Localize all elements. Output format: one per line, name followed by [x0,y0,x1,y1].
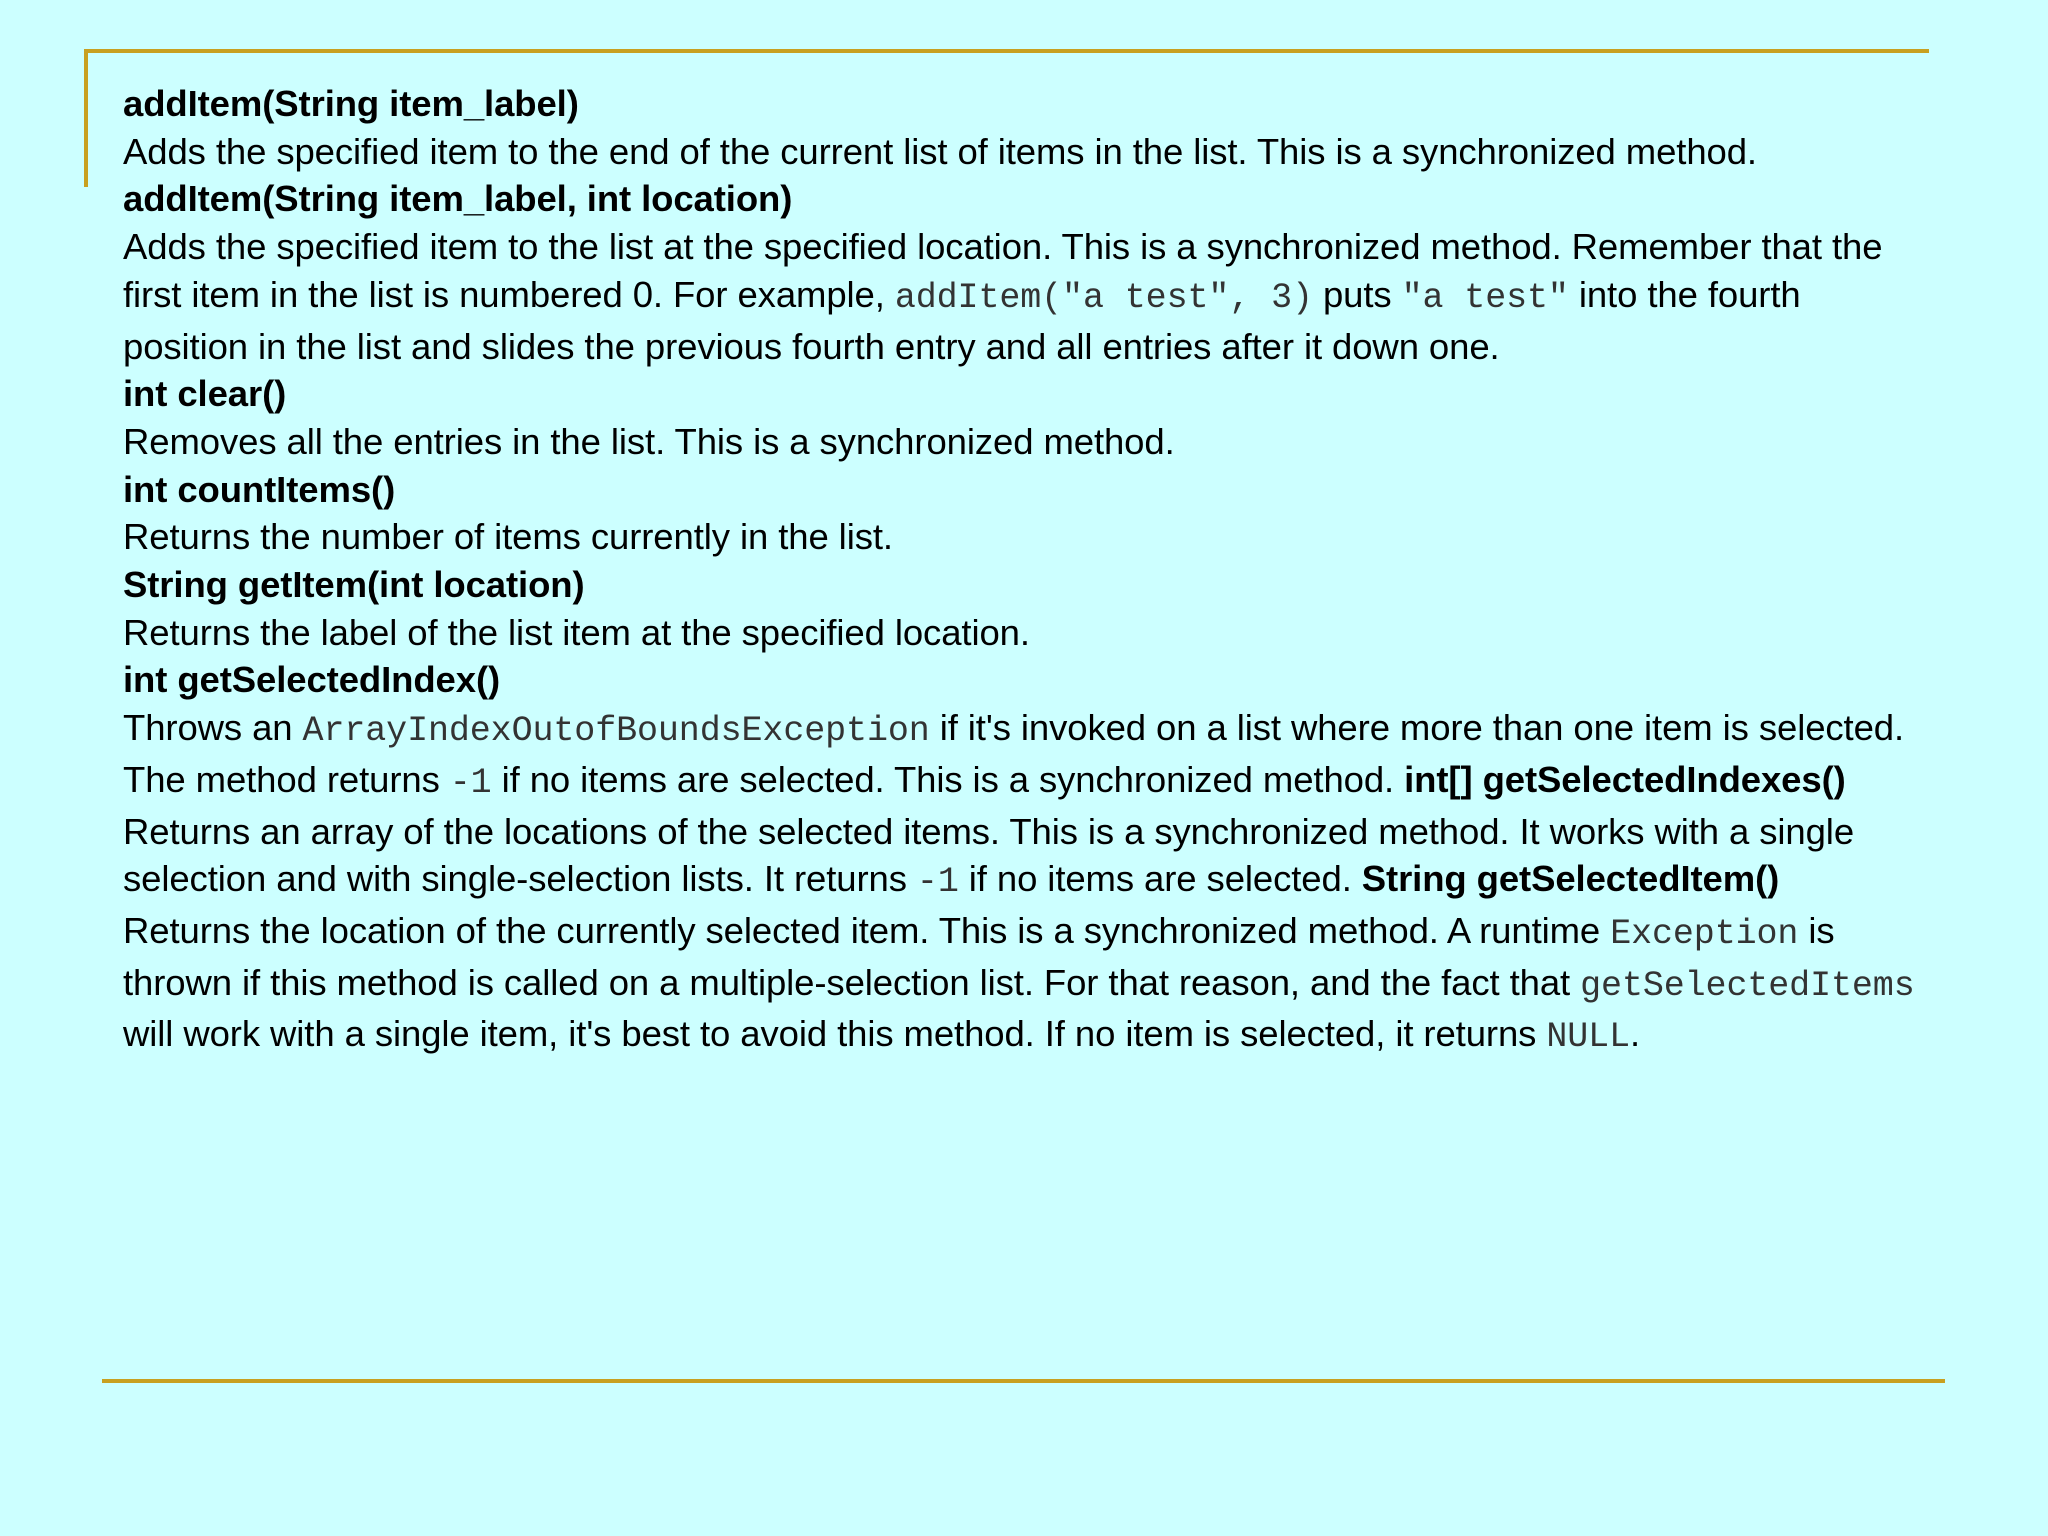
method-description-clear: Removes all the entries in the list. This is a synchronized method. [123,420,1175,462]
code-example-string: "a test" [1401,277,1569,318]
method-description-getselectedindex [123,704,1923,807]
method-reference-list [123,80,1923,1062]
top-rule [84,49,1929,53]
method-description-getselectedindexes [123,808,1923,907]
description-text: is thrown if this method is called on a multiple-selection list. For that reason, and the fact that [123,909,1835,1003]
code-exception-name: ArrayIndexOutofBoundsException [302,711,930,752]
code-null-value: NULL [1546,1017,1630,1058]
left-rule [84,49,88,187]
method-description-countitems: Returns the number of items currently in the list. [123,516,893,558]
method-signature-getselectedindex: int getSelectedIndex() [123,659,501,701]
method-signature-getselecteditem: String getSelectedItem() [1361,858,1780,900]
description-text: Returns the location of the currently selected item. This is a synchronized method. A runtime [123,909,1611,951]
description-text: if it's invoked on a list where more than one item is selected. The method returns [123,707,1905,800]
description-text: will work with a single item, it's best to avoid this method. If no item is selected, it returns [123,1013,1547,1055]
method-signature-getitem: String getItem(int location) [123,564,585,606]
method-signature-clear: int clear() [123,373,287,415]
method-description-getselecteditem [123,907,1923,1062]
code-example-call: addItem("a test", 3) [894,277,1313,318]
method-signature-additem: addItem(String item_label) [123,83,579,124]
method-description-additem: Adds the specified item to the end of the current list of items in the list. This is a synchronized method. [123,130,1757,172]
description-text: Returns an array of the locations of the selected items. This is a synchronized method. It works with a single selection and with single-selection lists. It returns [123,810,1855,900]
method-description-additem-location [123,223,1923,370]
code-return-value: -1 [449,762,492,803]
description-text: Throws an [123,707,303,749]
description-text: Adds the specified item to the list at the specified location. This is a synchronized method. Remember that the first item in the list is numbered 0. For example, [123,226,1883,315]
description-text: . [1630,1013,1641,1055]
bottom-rule [102,1379,1945,1383]
code-exception-class: Exception [1610,913,1799,954]
code-return-value: -1 [916,862,959,903]
method-description-getitem: Returns the label of the list item at the specified location. [123,611,1030,653]
code-method-name: getSelectedItems [1580,965,1915,1006]
method-signature-additem-location: addItem(String item_label, int location) [123,178,793,220]
method-signature-getselectedindexes: int[] getSelectedIndexes() [1404,758,1846,800]
description-text: if no items are selected. This is a synchronized method. [491,758,1405,800]
description-text: if no items are selected. [958,858,1362,900]
method-signature-countitems: int countItems() [123,468,396,510]
description-text: into the fourth position in the list and slides the previous fourth entry and all entries after it down one. [123,273,1801,367]
description-text: puts [1312,273,1402,315]
